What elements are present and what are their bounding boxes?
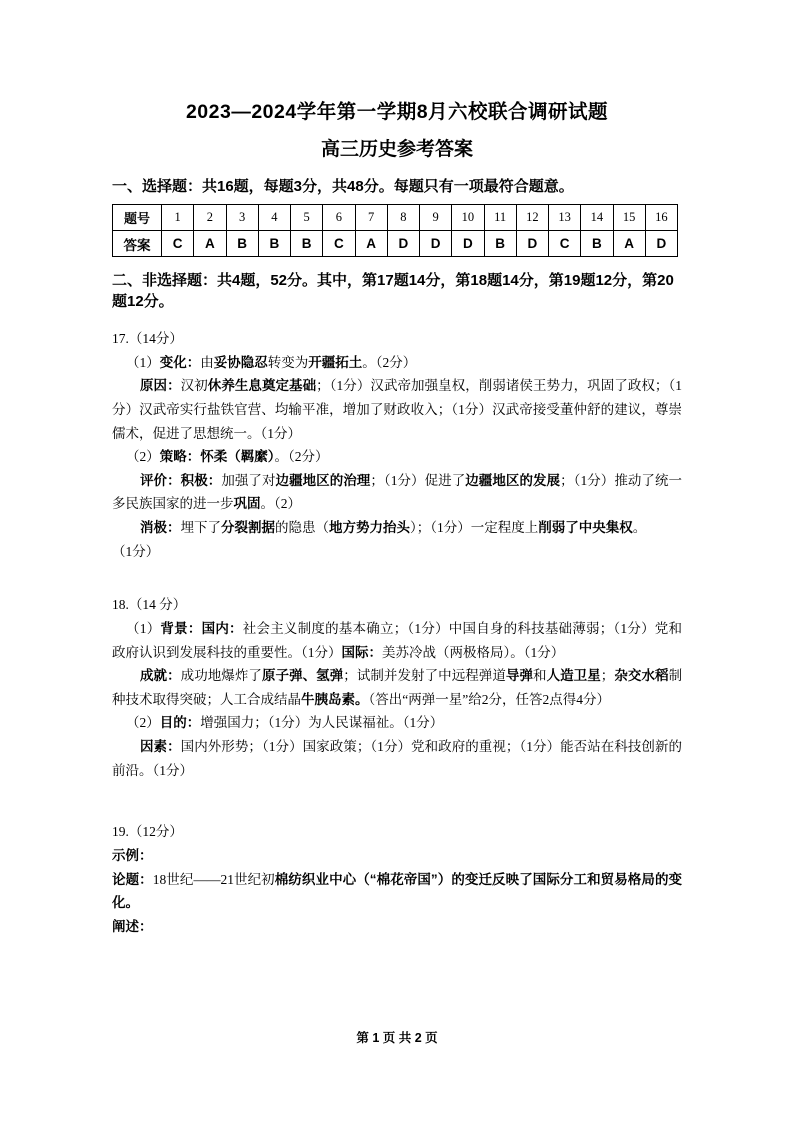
keyword: 削弱了中央集权 (538, 520, 633, 535)
block-spacer (112, 563, 682, 577)
table-cell: 4 (258, 205, 290, 231)
text: ；试制并发射了中远程弹道 (343, 668, 506, 684)
table-cell: D (420, 231, 452, 257)
text: 。（2） (260, 496, 301, 512)
table-cell: A (355, 231, 387, 257)
table-row-question-numbers (113, 205, 678, 231)
question-18-part2-factors (112, 735, 682, 782)
text: ；（1分）推动了统一多民族国家 (112, 472, 683, 512)
keyword: 阐述： (112, 918, 153, 934)
question-19-elaboration-label (112, 915, 682, 939)
question-17-part2-strategy (112, 445, 682, 469)
text: 转变为 (267, 354, 309, 370)
text: ）；（1分）一定程度上 (410, 520, 539, 535)
keyword: 棉纺织业中心（“棉花帝国”）的变迁反映了国际分工和贸易格局的变化。 (112, 871, 683, 911)
table-cell: D (387, 231, 419, 257)
row-header-answer: 答案 (113, 231, 162, 257)
text: ； (600, 668, 615, 684)
table-cell: C (549, 231, 581, 257)
table-cell: 6 (323, 205, 355, 231)
table-cell: A (194, 231, 226, 257)
table-cell: 8 (387, 205, 419, 231)
keyword: 怀柔（羁縻） (200, 449, 275, 465)
text: 成功地爆炸了 (180, 668, 262, 684)
question-19-block (112, 820, 682, 938)
keyword: 杂交水稻 (614, 668, 669, 684)
table-cell: 16 (645, 205, 677, 231)
text: 埋下了 (180, 520, 221, 535)
table-cell: 7 (355, 205, 387, 231)
keyword: 评价： (140, 472, 181, 488)
text: 。 (632, 520, 647, 535)
document-body (112, 96, 682, 938)
question-17-part2-positive (112, 469, 682, 516)
table-cell: 3 (226, 205, 258, 231)
keyword: 目的： (159, 715, 201, 731)
question-17-score-note: （1分） (112, 543, 160, 559)
part-label: （1） (126, 620, 161, 636)
text: 。（2分） (274, 449, 329, 465)
answer-key-table (112, 204, 678, 257)
text: （答出“两弹一星”给2分，任答2点得4分） (368, 691, 610, 707)
question-19-example-label (112, 844, 682, 868)
text: 由 (200, 354, 214, 370)
question-19-thesis (112, 868, 682, 915)
text: 汉初 (180, 378, 208, 394)
question-18-part1-achievements (112, 664, 682, 711)
keyword: 成就： (140, 668, 181, 684)
part-label: （2） (126, 449, 160, 465)
table-cell: 11 (484, 205, 516, 231)
keyword: 消极： (140, 520, 181, 535)
keyword: 国际： (341, 644, 382, 660)
table-cell: 1 (162, 205, 194, 231)
question-17-part1-reason (112, 374, 682, 445)
text: 。（2分） (362, 354, 417, 370)
keyword: 牛胰岛素。 (301, 691, 369, 707)
question-17-part2-negative (112, 516, 682, 540)
table-row-answers (113, 231, 678, 257)
table-cell: B (258, 231, 290, 257)
table-cell: D (645, 231, 677, 257)
keyword: 原因： (140, 378, 181, 394)
table-cell: 15 (613, 205, 645, 231)
keyword: 原子弹、氢弹 (261, 668, 344, 684)
text: ；（1分）汉武帝加强皇权，削弱诸侯王势力，巩固了政权；（1分）汉武帝实行盐铁官营、均输平准，增加了财政收入；（1分）汉武帝接受董仲舒的建议，尊崇儒术，促进了思想统一。（1分） (112, 378, 683, 441)
keyword: 国内： (201, 620, 243, 636)
keyword: 变化： (159, 354, 201, 370)
part-label: （1） (126, 354, 160, 370)
question-18-part2-purpose (112, 711, 682, 735)
question-18-block (112, 593, 682, 782)
part-label: （2） (126, 715, 160, 731)
page-subtitle: 高三历史参考答案 (320, 139, 473, 160)
table-cell: 5 (291, 205, 323, 231)
text: 国内外形势；（1分）国家政策；（1分）党和政府的重视；（1分）能否站在科技创新的前沿。（1分） (112, 739, 683, 778)
table-cell: 13 (549, 205, 581, 231)
keyword: 导弹 (505, 668, 534, 684)
block-spacer-3 (112, 796, 682, 804)
text: 制种技术取得突破；人工合成结晶 (112, 668, 683, 707)
keyword: 边疆地区的治理 (275, 472, 371, 488)
table-cell: A (613, 231, 645, 257)
row-header-question: 题号 (113, 205, 162, 231)
keyword: 因素： (140, 739, 181, 754)
table-cell: 10 (452, 205, 484, 231)
block-spacer-2 (112, 782, 682, 796)
keyword: 地方势力抬头 (329, 520, 410, 535)
keyword: 人造卫星 (546, 668, 601, 684)
table-cell: C (162, 231, 194, 257)
section-1-heading: 一、选择题：共16题，每题3分，共48分。每题只有一项最符合题意。 (112, 178, 574, 195)
text: 的进一步 (179, 496, 234, 512)
table-cell: B (291, 231, 323, 257)
table-cell: D (452, 231, 484, 257)
keyword: 背景： (160, 620, 202, 636)
keyword: 开疆拓土 (308, 354, 363, 370)
text: ；（1分）促进了 (370, 472, 466, 488)
keyword: 巩固 (233, 496, 261, 512)
question-17-part1-change (112, 351, 682, 375)
table-cell: D (516, 231, 548, 257)
table-cell: 9 (420, 205, 452, 231)
page-footer: 第 1 页 共 2 页 (356, 1031, 438, 1045)
section-2-heading: 二、非选择题：共4题，52分。其中，第17题14分，第18题14分，第19题12分，第20题12分。 (112, 272, 674, 310)
table-cell: C (323, 231, 355, 257)
table-cell: B (226, 231, 258, 257)
table-cell: B (581, 231, 613, 257)
text: 美苏冷战（两极格局）。（1分） (382, 644, 565, 660)
page-title: 2023—2024学年第一学期8月六校联合调研试题 (185, 101, 609, 123)
question-17-number: 17.（14分） (112, 331, 183, 346)
text: 和 (533, 668, 547, 684)
question-17-block (112, 327, 682, 563)
keyword: 分裂割据 (221, 520, 275, 535)
question-18-number: 18.（14 分） (112, 597, 187, 613)
text: 加强了对 (221, 472, 276, 488)
table-cell: 12 (516, 205, 548, 231)
keyword: 妥协隐忍 (213, 354, 268, 370)
keyword: 策略： (159, 449, 201, 465)
keyword: 论题： (112, 871, 153, 887)
keyword: 休养生息奠定基础 (207, 378, 317, 394)
question-18-part1-background (112, 617, 682, 664)
text: 增强国力；（1分）为人民谋福祉。（1分） (200, 715, 444, 731)
text: 的隐患（ (275, 520, 329, 535)
question-19-number: 19.（12分） (112, 824, 183, 840)
keyword: 积极： (180, 472, 222, 488)
text: 社会主义制度的基本确立；（1分）中国自身的科技基础薄弱；（1分）党和政府认识到发展科技的重要性。（1分） (112, 620, 683, 660)
keyword: 示例： (112, 847, 153, 863)
table-cell: B (484, 231, 516, 257)
keyword: 边疆地区的发展 (465, 472, 561, 488)
table-cell: 14 (581, 205, 613, 231)
table-cell: 2 (194, 205, 226, 231)
text: 18世纪——21世纪初 (152, 871, 275, 887)
